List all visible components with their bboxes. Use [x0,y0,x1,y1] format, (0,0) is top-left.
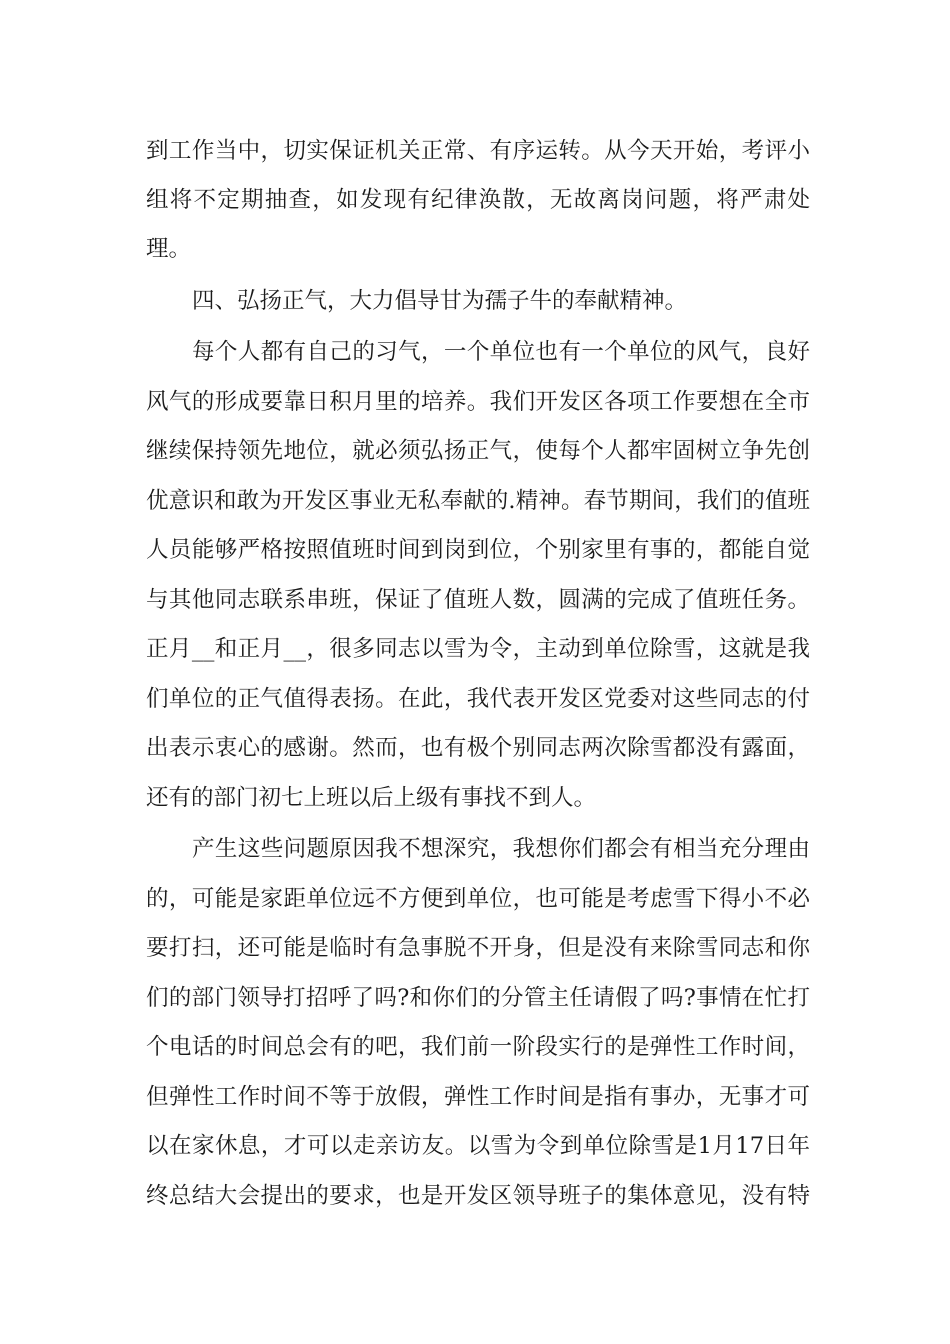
body-text-line: 组将不定期抽查，如发现有纪律涣散，无故离岗问题，将严肃处 [146,187,810,213]
section-heading: 四、弘扬正气，大力倡导甘为孺子牛的奉献精神。 [192,288,688,314]
body-text-line: 要打扫，还可能是临时有急事脱不开身，但是没有来除雪同志和你 [146,935,810,961]
body-text-line: 终总结大会提出的要求，也是开发区领导班子的集体意见，没有特 [146,1183,810,1209]
body-text-line: 人员能够严格按照值班时间到岗到位，个别家里有事的，都能自觉 [146,537,810,563]
body-text-line: 的，可能是家距单位远不方便到单位，也可能是考虑雪下得小不必 [146,886,810,912]
body-text-line: 与其他同志联系串班，保证了值班人数，圆满的完成了值班任务。 [146,587,810,613]
body-text-line: 继续保持领先地位，就必须弘扬正气，使每个人都牢固树立争先创 [146,438,810,464]
body-text-line: 产生这些问题原因我不想深究，我想你们都会有相当充分理由 [192,836,810,862]
body-text-line: 出表示衷心的感谢。然而，也有极个别同志两次除雪都没有露面， [146,735,810,761]
body-text-line: 风气的形成要靠日积月里的培养。我们开发区各项工作要想在全市 [146,389,810,415]
body-text-line: 个电话的时间总会有的吧，我们前一阶段实行的是弹性工作时间， [146,1034,810,1060]
body-text-line: 还有的部门初七上班以后上级有事找不到人。 [146,785,597,811]
body-text-line: 但弹性工作时间不等于放假，弹性工作时间是指有事办，无事才可 [146,1084,810,1110]
body-text-line: 优意识和敢为开发区事业无私奉献的.精神。春节期间，我们的值班 [146,488,810,514]
body-text-line: 每个人都有自己的习气，一个单位也有一个单位的风气，良好 [192,339,810,365]
body-text-line: 们的部门领导打招呼了吗?和你们的分管主任请假了吗?事情在忙打 [146,985,810,1011]
body-text-line: 以在家休息，才可以走亲访友。以雪为令到单位除雪是1月17日年 [146,1133,810,1159]
body-text-line: 理。 [146,236,192,262]
body-text-line: 到工作当中，切实保证机关正常、有序运转。从今天开始，考评小 [146,138,810,164]
body-text-line: 正月__和正月__，很多同志以雪为令，主动到单位除雪，这就是我 [146,636,810,662]
body-text-line: 们单位的正气值得表扬。在此，我代表开发区党委对这些同志的付 [146,686,810,712]
